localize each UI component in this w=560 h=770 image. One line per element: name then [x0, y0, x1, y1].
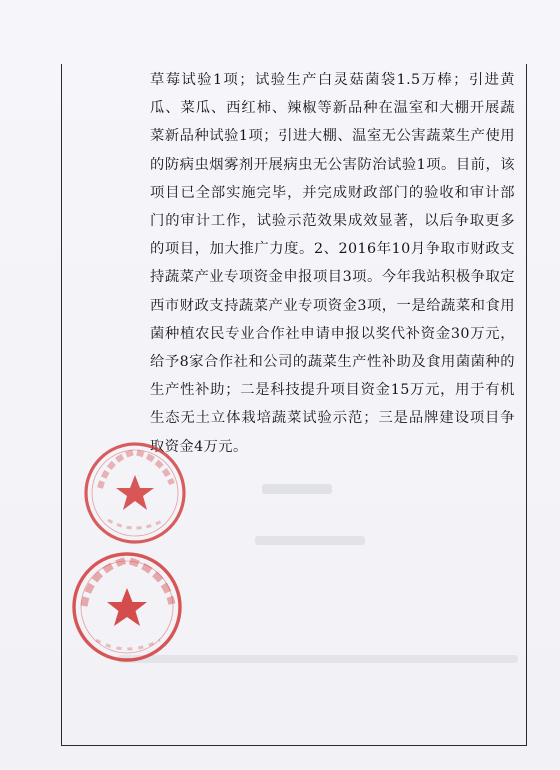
report-paragraph: 草莓试验1项；试验生产白灵菇菌袋1.5万棒；引进黄瓜、菜瓜、西红柿、辣椒等新品种在温室和大棚开展蔬菜新品种试验1项；引进大棚、温室无公害蔬菜生产使用的防病虫烟雾剂开展病虫无公害防治试验1项。目前，该项目已全部实施完毕，并完成财政部门的验收和审计部门的审计工作，试验示范效果成效显著，以后争取更多的项目，加大推广力度。2、2016年10月争取市财政支持蔬菜产业专项资金申报项目3项。今年我站积极争取定西市财政支持蔬菜产业专项资金3项，一是给蔬菜和食用菌种植农民专业合作社申请申报以奖代补资金30万元，给予8家合作社和公司的蔬菜生产性补助及食用菌菌种的生产性补助；二是科技提升项目资金15万元，用于有机生态无土立体栽培蔬菜试验示范；三是品牌建设项目争取资金4万元。 — [150, 72, 515, 455]
official-seal-lower — [66, 548, 188, 666]
report-body — [150, 66, 515, 461]
bleed-through-mark — [262, 484, 332, 494]
bleed-through-mark — [255, 536, 365, 545]
official-seal-upper — [80, 438, 190, 548]
